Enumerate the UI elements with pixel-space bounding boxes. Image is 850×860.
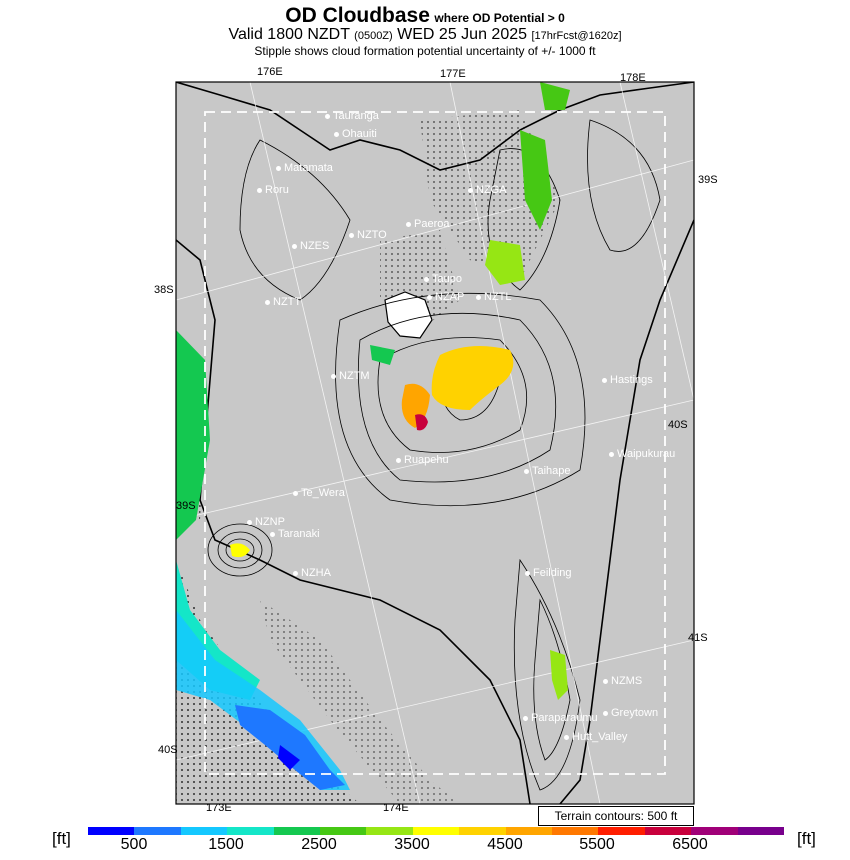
town-label: NZTT [265, 296, 301, 308]
colorbar-tick: 1500 [208, 836, 244, 853]
town-label: Roru [257, 184, 289, 196]
colorbar-swatch [181, 827, 227, 835]
lon-label: 178E [620, 72, 646, 84]
colorbar-tick: 500 [120, 836, 148, 853]
lat-label: 39S [176, 500, 196, 512]
town-label: NZAP [427, 291, 464, 303]
lat-label: 38S [154, 284, 174, 296]
colorbar-swatch [274, 827, 320, 835]
colorbar-swatch [413, 827, 459, 835]
colorbar-swatch [738, 827, 784, 835]
lon-label: 176E [257, 66, 283, 78]
town-label: NZTM [331, 370, 370, 382]
colorbar-unit-left: [ft] [52, 829, 71, 848]
town-label: Ruapehu [396, 454, 449, 466]
town-label: NZHA [293, 567, 331, 579]
colorbar-tick: 2500 [301, 836, 337, 853]
town-label: Feilding [525, 567, 572, 579]
lat-label: 41S [688, 632, 708, 644]
lon-label: 177E [440, 68, 466, 80]
colorbar-tick: 3500 [394, 836, 430, 853]
colorbar-tick: 4500 [487, 836, 523, 853]
lat-label: 40S [158, 744, 178, 756]
town-label: Hastings [602, 374, 653, 386]
town-label: Hutt_Valley [564, 731, 627, 743]
colorbar-tick: 5500 [579, 836, 615, 853]
town-label: NZMS [603, 675, 642, 687]
title-main: OD Cloudbase [285, 4, 430, 27]
colorbar-swatch [366, 827, 412, 835]
town-label: Taihape [524, 465, 571, 477]
town-label: NZES [292, 240, 329, 252]
colorbar-swatch [227, 827, 273, 835]
valid-utc: (0500Z) [354, 30, 393, 42]
colorbar-tick: 6500 [672, 836, 708, 853]
colorbar [88, 827, 784, 835]
town-label: Ohauiti [334, 128, 377, 140]
town-label: Paeroa [406, 218, 449, 230]
town-label: Tauranga [325, 110, 379, 122]
colorbar-swatch [320, 827, 366, 835]
colorbar-swatch [134, 827, 180, 835]
lat-label: 40S [668, 419, 688, 431]
town-label: NZNP [247, 516, 285, 528]
town-label: Taranaki [270, 528, 320, 540]
town-label: Waipukurau [609, 448, 675, 460]
valid-forecast: [17hrFcst@1620z] [531, 30, 622, 42]
valid-date: WED 25 Jun 2025 [397, 26, 528, 43]
town-label: NZTO [349, 229, 387, 241]
valid-local: Valid 1800 NZDT [228, 26, 350, 43]
town-label: Taupo [424, 273, 462, 285]
colorbar-swatch [552, 827, 598, 835]
colorbar-swatch [459, 827, 505, 835]
town-label: NZTL [476, 291, 512, 303]
town-label: Matamata [276, 162, 333, 174]
town-label: Greytown [603, 707, 658, 719]
colorbar-swatch [88, 827, 134, 835]
lon-label: 174E [383, 802, 409, 814]
colorbar-swatch [506, 827, 552, 835]
map-subtitle: Stipple shows cloud formation potential uncertainty of +/- 1000 ft [254, 44, 596, 58]
title-suffix: where OD Potential > 0 [434, 11, 565, 25]
colorbar-unit-right: [ft] [797, 829, 816, 848]
colorbar-swatch [645, 827, 691, 835]
lon-label: 173E [206, 802, 232, 814]
colorbar-swatch [691, 827, 737, 835]
town-label: Paraparaumu [523, 712, 598, 724]
town-label: NZGA [468, 184, 507, 196]
lat-label: 39S [698, 174, 718, 186]
terrain-contour-note: Terrain contours: 500 ft [538, 806, 694, 826]
colorbar-swatch [598, 827, 644, 835]
town-label: Te_Wera [293, 487, 345, 499]
